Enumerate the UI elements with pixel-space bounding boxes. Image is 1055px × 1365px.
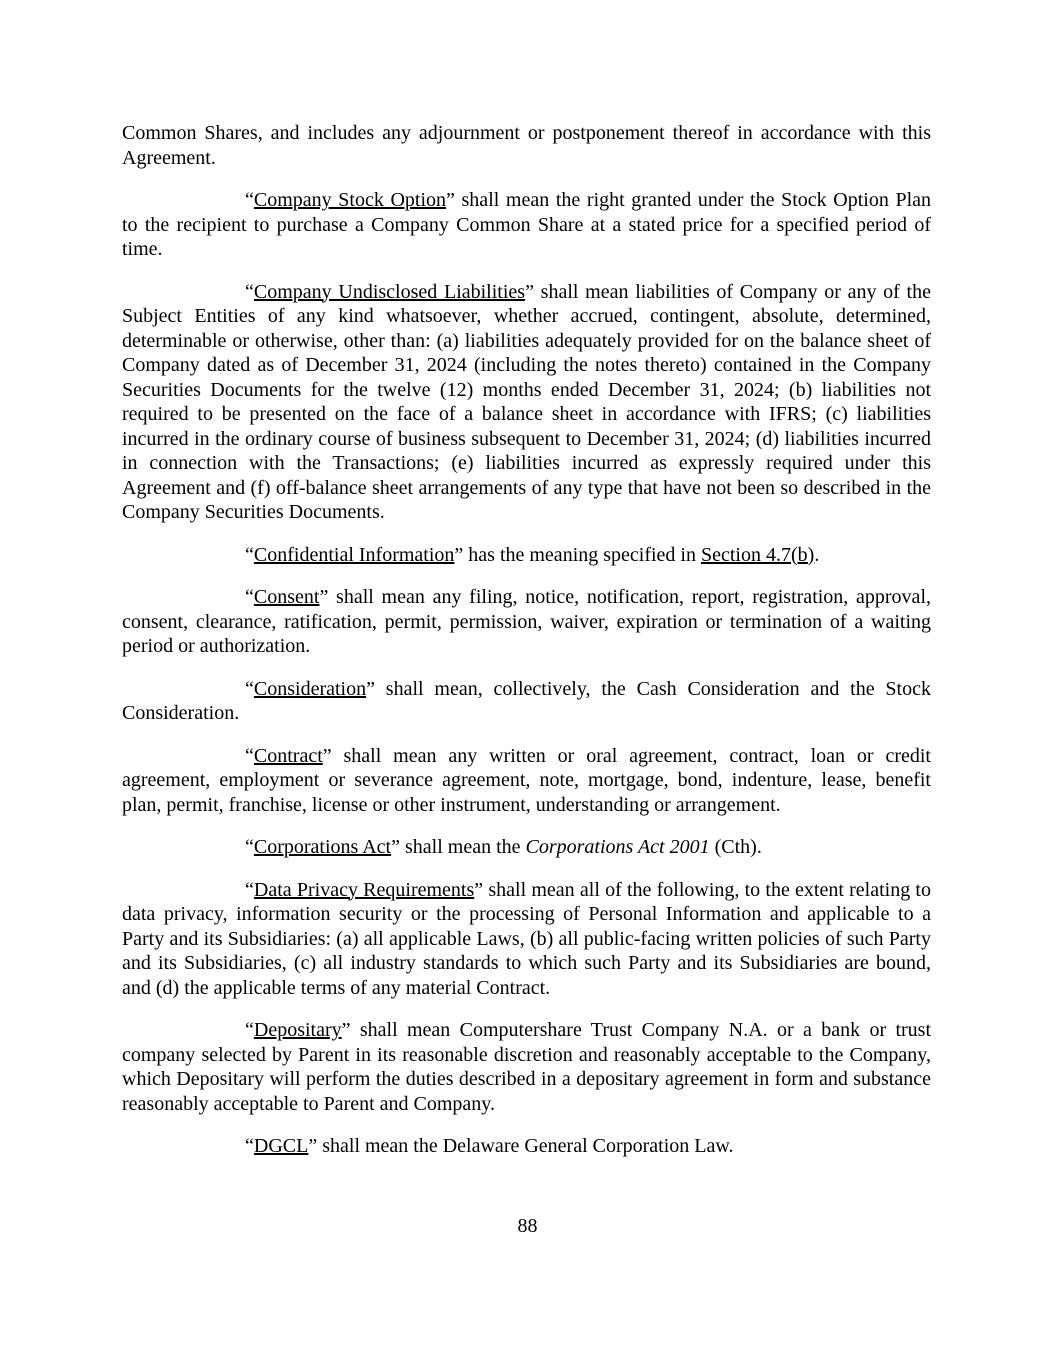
text-run: “ [245,878,254,901]
paragraph-consent [122,585,931,659]
text-run: ” shall mean Computershare Trust Company N.A. or a bank or trust company selected by Parent in its reasonable discretion and reasonably acceptable to the Company, which Depositary will perform the duties described in a depositary agreement in form and substance reasonably acceptable to Parent and Company. [122,1019,931,1115]
underlined-text: Depositary [253,1019,342,1041]
text-run: ” shall mean any written or oral agreement, contract, loan or credit agreement, employment or severance agreement, note, mortgage, bond, indenture, lease, benefit plan, permit, franchise, license or other instrument, understanding or arrangement. [122,744,931,816]
underlined-text: Confidential Information [253,543,455,566]
text-run: ” shall mean any filing, notice, notification, report, registration, approval, consent, clearance, ratification, permit, permission, waiver, expiration or termination of a waiting period or authorization. [122,586,931,657]
text-run: ” shall mean, collectively, the Cash Consideration and the Stock Consideration. [122,677,931,724]
paragraph-corporations-act [122,835,931,860]
text-run: “ [245,1019,254,1041]
underlined-text: Corporations Act [253,836,392,858]
page-number: 88 [517,1215,538,1237]
text-run: ” shall mean all of the following, to the extent relating to data privacy, information security or the processing of Personal Information and applicable to a Party and its Subsidiaries: (a) all applicable Laws, (b) all public-facing written policies of such Party and its Subsidiaries, (c) all industry standards to which such Party and its Subsidiaries are bound, and (d) the applicable terms of any material Contract. [122,878,931,999]
italic-text: Corporations Act 2001 [525,836,710,858]
paragraph-confidential-information [122,543,931,568]
text-run: “ [245,543,254,566]
underlined-text: Consideration [253,677,367,700]
text-run: “ [245,836,254,858]
underlined-text: Consent [253,586,320,608]
text-run: “ [245,189,254,211]
text-run: “ [245,280,254,303]
paragraph-contract [122,744,931,818]
underlined-text: DGCL [253,1135,309,1157]
text-run: ” shall mean the [391,836,526,858]
text-run: Common Shares, and includes any adjournment or postponement thereof in accordance with this Agreement. [122,122,931,169]
text-run: “ [245,1135,254,1157]
text-run: (Cth). [709,836,762,858]
underlined-text: Contract [253,744,323,767]
paragraph-depositary [122,1018,931,1116]
underlined-text: Company Stock Option [253,189,447,211]
paragraph-continuation-common-shares [122,121,931,170]
text-run: ” has the meaning specified in [454,543,701,566]
paragraph-company-stock-option [122,188,931,262]
text-run: . [814,543,820,566]
text-run: ” shall mean the right granted under the Stock Option Plan to the recipient to purchase a Company Common Share at a stated price for a specified period of time. [122,189,932,260]
underlined-text: Data Privacy Requirements [253,878,475,901]
paragraph-consideration [122,677,931,726]
text-run: “ [245,744,254,767]
paragraph-company-undisclosed-liabilities [122,280,931,525]
underlined-text: Company Undisclosed Liabilities [253,280,526,303]
underlined-text: Section 4.7(b) [701,543,815,566]
text-run: “ [245,586,254,608]
text-run: ” shall mean liabilities of Company or any of the Subject Entities of any kind whatsoever, whether accrued, contingent, absolute, determined, determinable or otherwise, other than: (a) liabilities adequately provided for on the balance sheet of Company dated as of December 31, 2024 (including the notes thereto) contained in the Company Securities Documents for the twelve (12) months ended December 31, 2024; (b) liabilities not required to be presented on the face of a balance sheet in accordance with IFRS; (c) liabilities incurred in the ordinary course of business subsequent to December 31, 2024; (d) liabilities incurred in connection with the Transactions; (e) liabilities incurred as expressly required under this Agreement and (f) off-balance sheet arrangements of any type that have not been so described in the Company Securities Documents. [122,280,931,523]
paragraph-dgcl [122,1134,931,1159]
document-body [122,121,931,1159]
text-run: “ [245,677,254,700]
paragraph-data-privacy-requirements [122,878,931,1001]
text-run: ” shall mean the Delaware General Corporation Law. [308,1135,734,1157]
